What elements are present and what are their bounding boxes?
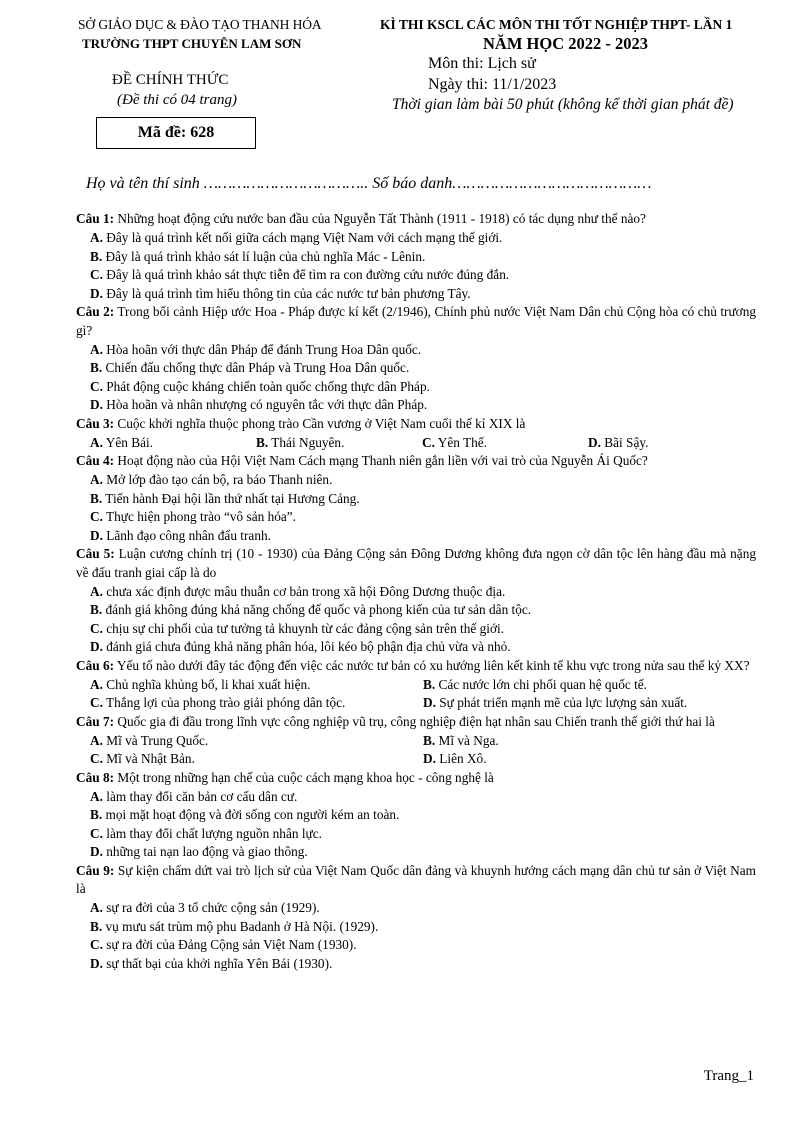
question-number: Câu 7:	[76, 713, 115, 729]
option	[76, 285, 756, 304]
option-text: làm thay đổi căn bản cơ cấu dân cư.	[102, 788, 298, 804]
option-text: Mĩ và Nhật Bản.	[102, 751, 195, 766]
option	[90, 434, 256, 453]
option-text: Hòa hoãn và nhân nhượng có nguyên tắc với thực dân Pháp.	[102, 397, 428, 412]
school-year: NĂM HỌC 2022 - 2023	[483, 34, 648, 53]
option-letter: C.	[90, 751, 103, 766]
question	[76, 713, 756, 732]
option	[423, 676, 756, 695]
option-letter: B.	[90, 248, 103, 264]
option-text: mọi mặt hoạt động và đời sống con người kém an toàn.	[102, 807, 400, 822]
option-text: Phát động cuộc kháng chiến toàn quốc chống thực dân Pháp.	[102, 378, 430, 394]
option-letter: A.	[90, 472, 103, 487]
question	[76, 210, 756, 229]
option	[423, 732, 756, 751]
page-number: Trang_1	[703, 1068, 754, 1084]
option-letter: C.	[90, 509, 103, 524]
option-text: Yên Thế.	[434, 434, 488, 450]
question-number: Câu 9:	[76, 862, 115, 878]
option-text: những tai nạn lao động và giao thông.	[102, 844, 308, 859]
option	[76, 825, 756, 844]
option	[76, 229, 756, 248]
options-row	[76, 750, 756, 769]
options-row	[76, 694, 756, 713]
option-letter: B.	[90, 602, 103, 617]
student-info-line: Họ và tên thí sinh …………………………….. Số báo danh……………………………………	[86, 175, 652, 192]
option-letter: A.	[90, 583, 103, 599]
option-text: Thái Nguyên.	[268, 434, 345, 450]
option	[76, 788, 756, 807]
question-number: Câu 3:	[76, 415, 115, 431]
question-text: Quốc gia đi đầu trong lĩnh vực công nghiệp vũ trụ, công nghiệp điện hạt nhân sau Chiến tranh thế giới thứ hai là	[114, 713, 715, 729]
department-name: SỞ GIÁO DỤC & ĐÀO TẠO THANH HÓA	[78, 17, 322, 32]
school-name: TRƯỜNG THPT CHUYÊN LAM SƠN	[82, 36, 302, 51]
option	[76, 918, 756, 937]
option-text: Đây là quá trình khảo sát lí luận của chủ nghĩa Mác - Lênin.	[102, 248, 426, 264]
option	[76, 899, 756, 918]
question	[76, 545, 756, 582]
option-letter: C.	[90, 695, 103, 710]
option-text: Đây là quá trình tìm hiểu thông tin của các nước tư bản phương Tây.	[102, 285, 471, 301]
exam-subject: Môn thi: Lịch sử	[428, 55, 536, 72]
option-letter: A.	[90, 788, 103, 804]
questions-container	[76, 210, 756, 973]
question	[76, 769, 756, 788]
question-text: Một trong những hạn chế của cuộc cách mạng khoa học - công nghệ là	[114, 769, 494, 785]
option-text: Mĩ và Trung Quốc.	[102, 732, 209, 748]
option	[76, 359, 756, 378]
option-text: Chiến đấu chống thực dân Pháp và Trung Hoa Dân quốc.	[102, 360, 410, 375]
option-letter: C.	[90, 620, 103, 636]
option-letter: C.	[422, 434, 435, 450]
option	[76, 266, 756, 285]
option-letter: B.	[256, 434, 269, 450]
exam-code-box	[96, 117, 256, 149]
question-number: Câu 5:	[76, 546, 115, 561]
option-text: Đây là quá trình kết nối giữa cách mạng Việt Nam với cách mạng thế giới.	[102, 230, 503, 245]
options-row	[76, 732, 756, 751]
option	[76, 378, 756, 397]
option	[90, 732, 423, 751]
option	[76, 936, 756, 955]
question	[76, 862, 756, 899]
question-text: Những hoạt động cứu nước ban đầu của Nguyễn Tất Thành (1911 - 1918) có tác dụng như thế nào?	[114, 211, 646, 226]
option	[76, 527, 756, 546]
option-text: Đây là quá trình khảo sát thực tiễn để tìm ra con đường cứu nước đúng đắn.	[102, 267, 510, 282]
question	[76, 452, 756, 471]
question	[76, 657, 756, 676]
option	[90, 676, 423, 695]
option	[76, 471, 756, 490]
option	[76, 508, 756, 527]
question-text: Yếu tố nào dưới đây tác động đến việc các nước tư bản có xu hướng liên kết kinh tế khu vực trong nửa sau thế kỷ XX?	[114, 657, 750, 673]
option-text: Yên Bái.	[102, 434, 154, 450]
pages-note: (Đề thi có 04 trang)	[117, 92, 237, 108]
option-letter: C.	[90, 937, 103, 952]
question-text: Cuộc khởi nghĩa thuộc phong trào Cần vương ở Việt Nam cuối thế kỉ XIX là	[114, 415, 526, 431]
option-text: Thực hiện phong trào “vô sản hóa”.	[102, 509, 297, 524]
option	[76, 955, 756, 974]
question-text: Hoạt động nào của Hội Việt Nam Cách mạng Thanh niên gắn liền với vai trò của Nguyễn Ái Quốc?	[114, 453, 648, 468]
option-letter: A.	[90, 676, 103, 692]
option-letter: A.	[90, 341, 103, 357]
option-letter: A.	[90, 230, 103, 245]
option-letter: C.	[90, 378, 103, 394]
option-text: chịu sự chi phối của tư tưởng tả khuynh từ các đảng cộng sản trên thế giới.	[102, 620, 505, 636]
option-text: chưa xác định được mâu thuẫn cơ bản trong xã hội Đông Dương thuộc địa.	[102, 583, 506, 599]
question-number: Câu 1:	[76, 211, 115, 226]
option-letter: B.	[90, 918, 103, 934]
exam-code: Mã đề: 628	[137, 123, 215, 141]
question-text: Trong bối cảnh Hiệp ước Hoa - Pháp được kí kết (2/1946), Chính phủ nước Việt Nam Dân chủ Cộng hòa có chủ trương gì?	[76, 304, 757, 338]
option	[256, 434, 422, 453]
option-letter: C.	[90, 267, 103, 282]
option-letter: B.	[90, 490, 103, 506]
option-letter: B.	[90, 360, 103, 375]
option	[90, 750, 423, 769]
question-number: Câu 4:	[76, 453, 115, 468]
option-letter: A.	[90, 434, 103, 450]
option-text: đánh giá chưa đúng khả năng phân hóa, lôi kéo bộ phận địa chủ vừa và nhỏ.	[102, 639, 511, 654]
option	[76, 248, 756, 267]
options-row	[76, 434, 756, 453]
option-text: Mĩ và Nga.	[435, 732, 499, 748]
option-letter: B.	[423, 732, 436, 748]
option	[423, 750, 756, 769]
option	[76, 490, 756, 509]
options-row	[76, 676, 756, 695]
question	[76, 303, 756, 340]
option	[423, 694, 756, 713]
option-text: Bãi Sậy.	[600, 434, 649, 450]
option-letter: D.	[423, 751, 436, 766]
option	[588, 434, 754, 453]
question-number: Câu 2:	[76, 304, 115, 319]
option-text: đánh giá không đúng khả năng chống đế quốc và phong kiến của tư sản dân tộc.	[102, 602, 532, 617]
option	[76, 583, 756, 602]
option	[76, 843, 756, 862]
option	[76, 638, 756, 657]
option-text: sự ra đời của Đảng Cộng sản Việt Nam (1930).	[102, 937, 357, 952]
option-letter: D.	[90, 285, 103, 301]
option-letter: C.	[90, 825, 103, 841]
option-letter: D.	[90, 639, 103, 654]
option-letter: B.	[90, 807, 103, 822]
option-letter: A.	[90, 732, 103, 748]
question-number: Câu 6:	[76, 657, 115, 673]
option-text: sự ra đời của 3 tổ chức cộng sản (1929).	[102, 900, 320, 915]
option	[76, 620, 756, 639]
option-text: Mở lớp đào tạo cán bộ, ra báo Thanh niên.	[102, 472, 333, 487]
option	[76, 601, 756, 620]
question-text: Sự kiện chấm dứt vai trò lịch sử của Việt Nam Quốc dân đảng và khuynh hướng cách mạng dân chủ tư sản ở Việt Nam là	[76, 862, 756, 896]
option-text: Sự phát triển mạnh mẽ của lực lượng sản xuất.	[435, 695, 688, 710]
option-text: Tiến hành Đại hội lần thứ nhất tại Hương Cảng.	[102, 490, 360, 506]
option	[76, 806, 756, 825]
option-text: Thắng lợi của phong trào giải phóng dân tộc.	[102, 695, 346, 710]
option-letter: A.	[90, 900, 103, 915]
exam-date: Ngày thi: 11/1/2023	[428, 76, 557, 93]
official-label: ĐỀ CHÍNH THỨC	[112, 72, 229, 88]
option	[76, 341, 756, 360]
option	[76, 396, 756, 415]
option-letter: D.	[90, 397, 103, 412]
question-number: Câu 8:	[76, 769, 115, 785]
option	[422, 434, 588, 453]
question	[76, 415, 756, 434]
option-letter: D.	[90, 527, 103, 543]
option-letter: D.	[588, 434, 601, 450]
option-letter: D.	[423, 695, 436, 710]
option-text: làm thay đổi chất lượng nguồn nhân lực.	[102, 825, 322, 841]
option-letter: B.	[423, 676, 436, 692]
exam-title: KÌ THI KSCL CÁC MÔN THI TỐT NGHIỆP THPT- LẦN 1	[380, 17, 733, 32]
option-letter: D.	[90, 844, 103, 859]
option	[90, 694, 423, 713]
option-text: Lãnh đạo công nhân đấu tranh.	[102, 527, 271, 543]
option-text: sự thất bại của khởi nghĩa Yên Bái (1930).	[102, 955, 333, 971]
question-text: Luận cương chính trị (10 - 1930) của Đảng Cộng sản Đông Dương không đưa ngọn cờ dân tộc lên hàng đầu mà nặng về đấu tranh giai cấp là do	[76, 546, 757, 580]
option-text: Liên Xô.	[435, 751, 487, 766]
option-text: Hòa hoãn với thực dân Pháp để đánh Trung Hoa Dân quốc.	[102, 341, 422, 357]
exam-duration: Thời gian làm bài 50 phút (không kể thời gian phát đề)	[392, 96, 734, 113]
option-text: vụ mưu sát trùm mộ phu Badanh ở Hà Nội. (1929).	[102, 918, 379, 934]
option-text: Chủ nghĩa khủng bố, li khai xuất hiện.	[102, 676, 311, 692]
option-text: Các nước lớn chi phối quan hệ quốc tế.	[435, 676, 648, 692]
option-letter: D.	[90, 955, 103, 971]
